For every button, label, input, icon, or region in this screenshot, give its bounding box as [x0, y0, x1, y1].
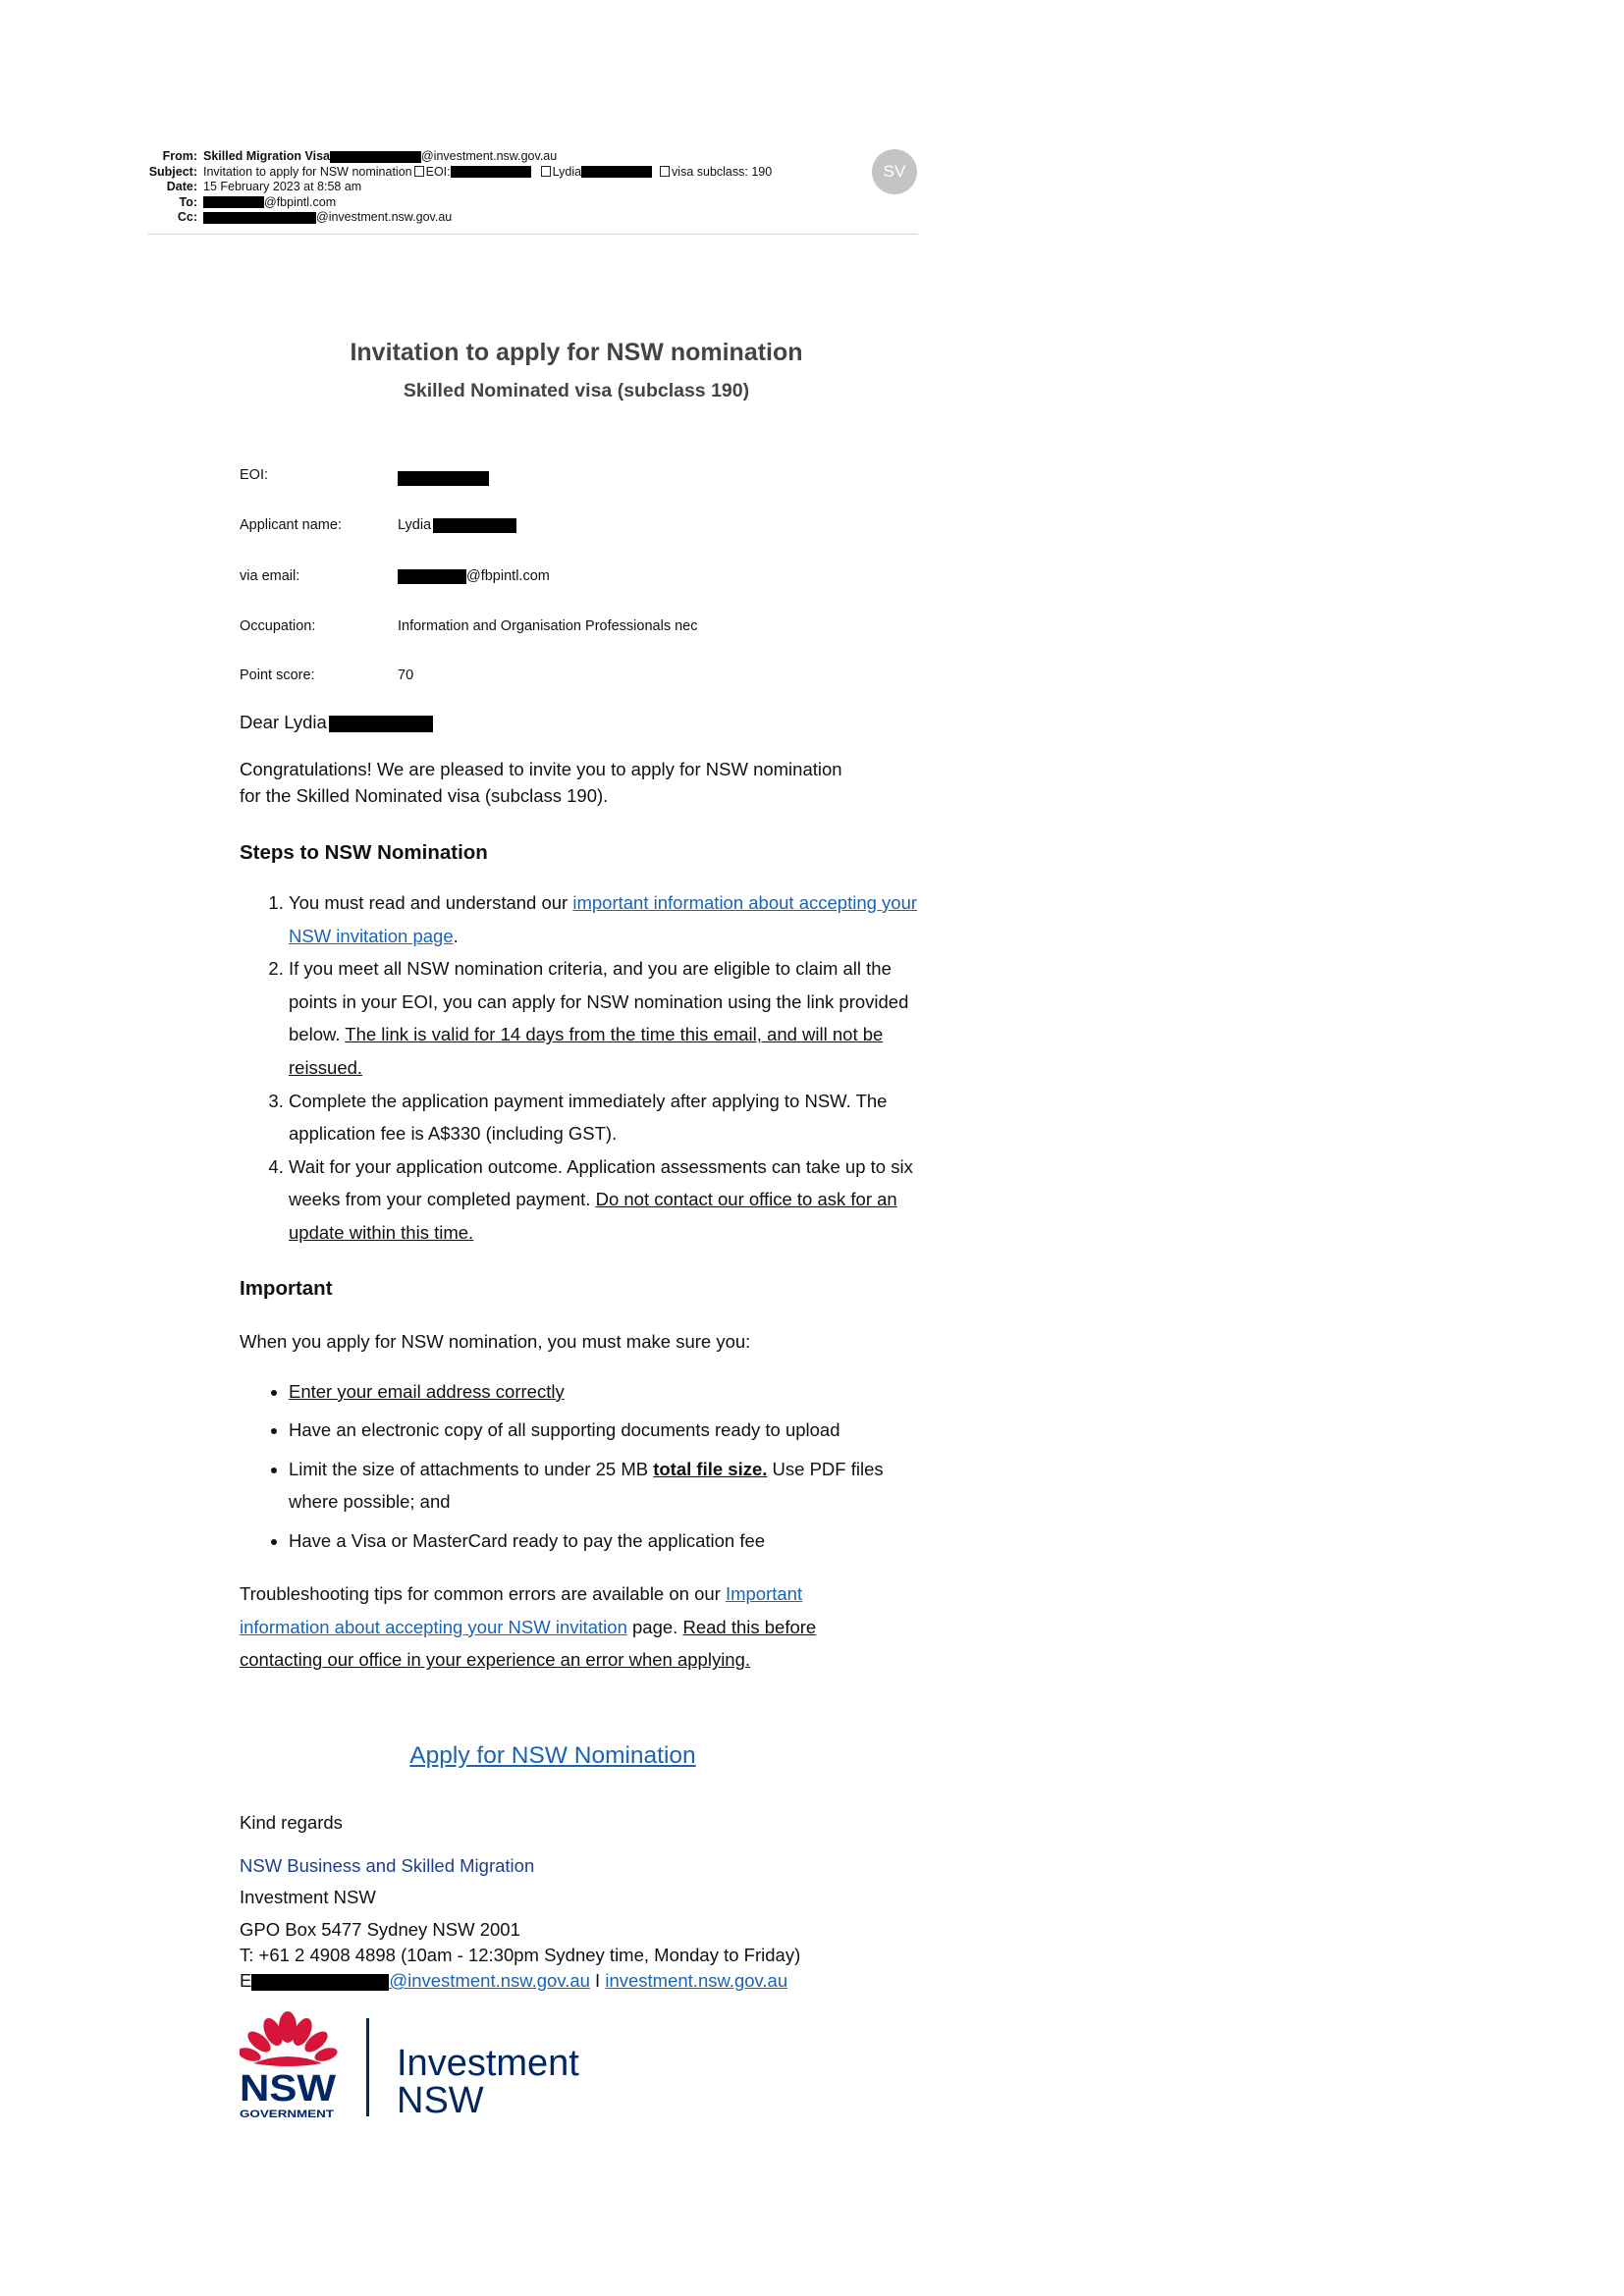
- greeting: [240, 709, 888, 735]
- applicant-value: [398, 517, 516, 533]
- email-header: [147, 149, 918, 226]
- list-item: [289, 1414, 937, 1447]
- step-text: You must read and understand our: [289, 892, 573, 913]
- from-domain: @investment.nsw.gov.au: [420, 149, 558, 163]
- to-domain: @fbpintl.com: [264, 194, 337, 209]
- bullet-text: Use PDF files where possible; and: [289, 1458, 884, 1513]
- eoi-value: [398, 470, 489, 486]
- redaction: [251, 1974, 389, 1991]
- date-label: Date:: [166, 180, 197, 193]
- occupation-value: Information and Organisation Professionals nec: [398, 618, 698, 634]
- email-value[interactable]: [398, 568, 550, 584]
- cc-domain: @investment.nsw.gov.au: [316, 210, 453, 224]
- from-value[interactable]: [203, 149, 557, 165]
- page-title: Invitation to apply for NSW nomination: [350, 339, 803, 366]
- subject-name: Lydia: [552, 164, 582, 179]
- logo-line1: Investment: [397, 2043, 579, 2084]
- list-item: [289, 1085, 937, 1150]
- bullet-emphasis: total file size.: [653, 1458, 768, 1479]
- from-name: Skilled Migration Visa: [203, 149, 330, 163]
- missing-glyph-icon: [660, 166, 670, 177]
- redaction: [329, 716, 433, 732]
- step-text: If you meet all NSW nomination criteria, and you are eligible to claim all the points in your EOI, you can apply for NSW nomination using the link provided below.: [289, 958, 909, 1045]
- applicant-label: Applicant name:: [240, 517, 342, 533]
- signature-address: GPO Box 5477 Sydney NSW 2001: [240, 1919, 520, 1940]
- important-heading: Important: [240, 1277, 333, 1300]
- avatar[interactable]: SV: [872, 149, 917, 194]
- occupation-label: Occupation:: [240, 618, 316, 634]
- signature-phone: T: +61 2 4908 4898 (10am - 12:30pm Sydney time, Monday to Friday): [240, 1945, 801, 1965]
- important-info-link[interactable]: important information about accepting your NSW invitation page: [289, 892, 918, 946]
- missing-glyph-icon: [541, 166, 551, 177]
- troubleshoot-text: Troubleshooting tips for common errors are available on our: [240, 1583, 726, 1604]
- page-subtitle: Skilled Nominated visa (subclass 190): [403, 380, 750, 401]
- subject-eoi: EOI:: [425, 164, 451, 179]
- subject-visa: visa subclass: 190: [672, 164, 773, 179]
- waratah-icon: [240, 2011, 339, 2066]
- subject-text: Invitation to apply for NSW nomination: [203, 164, 412, 179]
- redaction: [398, 569, 466, 584]
- eoi-label: EOI:: [240, 467, 269, 483]
- redaction: [203, 212, 316, 224]
- troubleshooting-paragraph: [240, 1577, 868, 1677]
- signature-email-link[interactable]: @investment.nsw.gov.au: [389, 1970, 590, 1991]
- points-value: 70: [398, 667, 414, 683]
- header-divider: [147, 234, 918, 235]
- apply-link-container: [0, 1742, 1106, 1770]
- list-item: [289, 1375, 937, 1409]
- separator: I: [589, 1970, 606, 1991]
- list-item: [289, 1524, 937, 1558]
- to-row: [147, 195, 918, 211]
- greeting-text: Dear Lydia: [240, 712, 327, 732]
- website-link[interactable]: investment.nsw.gov.au: [605, 1970, 788, 1991]
- to-label: To:: [179, 194, 197, 209]
- step-text: Complete the application payment immediately after applying to NSW. The application fee is A$330 (including GST).: [289, 1090, 888, 1145]
- email-prefix: E: [240, 1970, 252, 1991]
- points-label: Point score:: [240, 667, 315, 683]
- investment-nsw-logo: [240, 2010, 613, 2123]
- sign-off: Kind regards: [240, 1812, 343, 1833]
- email-domain: @fbpintl.com: [466, 568, 550, 584]
- email-label: via email:: [240, 568, 300, 584]
- redaction: [451, 166, 531, 178]
- redaction: [330, 151, 421, 163]
- cc-label: Cc:: [177, 210, 197, 224]
- apply-nomination-link[interactable]: Apply for NSW Nomination: [409, 1742, 696, 1769]
- step-text: .: [453, 925, 459, 946]
- step-emphasis: Do not contact our office to ask for an update within this time.: [289, 1189, 897, 1243]
- missing-glyph-icon: [414, 166, 424, 177]
- subject-label: Subject:: [148, 164, 197, 179]
- redaction: [398, 471, 489, 486]
- important-info-link-2[interactable]: Important information about accepting your NSW invitation: [240, 1583, 803, 1637]
- to-value[interactable]: [203, 195, 336, 211]
- list-item: [289, 952, 937, 1084]
- from-row: [147, 149, 918, 165]
- cc-value[interactable]: [203, 210, 452, 226]
- step-text: Wait for your application outcome. Application assessments can take up to six weeks from your completed payment.: [289, 1155, 913, 1210]
- logo-line2: NSW: [397, 2080, 484, 2121]
- logo-divider: [366, 2018, 369, 2116]
- redaction: [433, 518, 516, 533]
- step-emphasis: The link is valid for 14 days from the time this email, and will not be reissued.: [289, 1024, 884, 1078]
- logo-government: GOVERNMENT: [240, 2109, 335, 2120]
- steps-heading: Steps to NSW Nomination: [240, 841, 488, 864]
- intro-paragraph: Congratulations! We are pleased to invite you to apply for NSW nomination for the Skilled Nominated visa (subclass 190).: [240, 759, 842, 806]
- subject-row: [147, 165, 918, 181]
- signature-dept: NSW Business and Skilled Migration: [240, 1855, 535, 1876]
- important-intro: When you apply for NSW nomination, you must make sure you:: [240, 1331, 751, 1352]
- signature-email-row: [240, 1970, 787, 1992]
- logo-nsw: NSW: [240, 2068, 337, 2109]
- requirements-list: [240, 1375, 937, 1563]
- list-item: [289, 1453, 937, 1519]
- date-value: 15 February 2023 at 8:58 am: [203, 180, 362, 193]
- redaction: [581, 166, 652, 178]
- bullet-text: Limit the size of attachments to under 25 MB: [289, 1458, 654, 1479]
- subject-value: [203, 165, 772, 181]
- applicant-name: Lydia: [398, 517, 432, 533]
- signature-org: Investment NSW: [240, 1887, 376, 1907]
- list-item: [289, 1150, 937, 1250]
- list-item: [289, 886, 937, 952]
- from-label: From:: [162, 149, 197, 163]
- redaction: [203, 196, 264, 208]
- troubleshoot-text: page.: [626, 1616, 683, 1637]
- cc-row: [147, 210, 918, 226]
- bullet-text: Enter your email address correctly: [289, 1381, 565, 1402]
- bullet-text: Have an electronic copy of all supporting documents ready to upload: [289, 1419, 840, 1441]
- troubleshoot-emphasis: Read this before contacting our office in your experience an error when applying.: [240, 1616, 817, 1671]
- bullet-text: Have a Visa or MasterCard ready to pay the application fee: [289, 1529, 766, 1551]
- steps-list: [240, 886, 937, 1250]
- date-row: [147, 180, 918, 195]
